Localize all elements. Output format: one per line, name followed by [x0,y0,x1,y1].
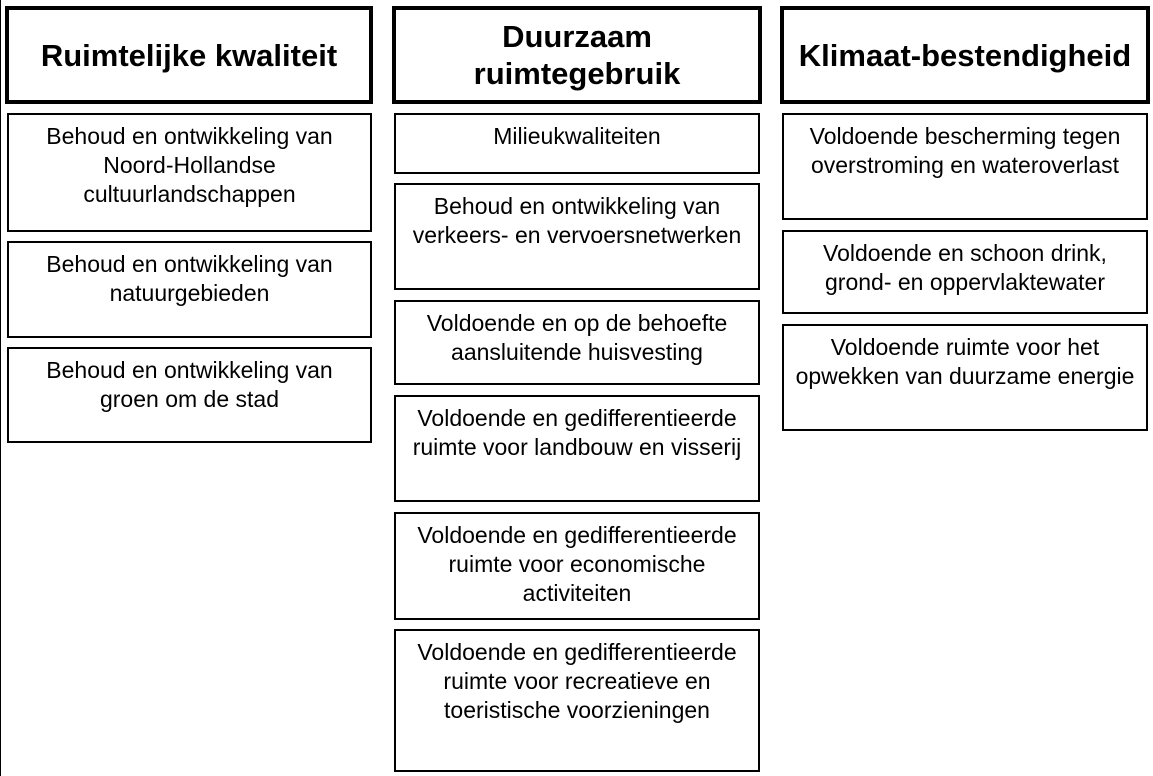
page-left-edge [0,0,1,776]
column-header-ruimtelijke-kwaliteit: Ruimtelijke kwaliteit [5,6,373,104]
item-groen-om-de-stad: Behoud en ontwikkeling van groen om de stad [7,347,372,443]
item-duurzame-energie: Voldoende ruimte voor het opwekken van duurzame energie [782,324,1148,431]
item-milieukwaliteiten: Milieukwaliteiten [394,113,760,174]
item-overstroming-wateroverlast: Voldoende bescherming tegen overstroming en wateroverlast [782,113,1148,220]
item-verkeersnetwerken: Behoud en ontwikkeling van verkeers- en vervoersnetwerken [394,183,760,290]
item-drink-grond-oppervlaktewater: Voldoende en schoon drink, grond- en oppervlaktewater [782,230,1148,314]
column-header-duurzaam-ruimtegebruik: Duurzaam ruimtegebruik [392,6,762,104]
item-huisvesting: Voldoende en op de behoefte aansluitende huisvesting [394,300,760,385]
item-recreatieve-voorzieningen: Voldoende en gedifferentieerde ruimte voor recreatieve en toeristische voorzieningen [394,629,760,772]
item-natuurgebieden: Behoud en ontwikkeling van natuurgebieden [7,241,372,338]
item-landbouw-visserij: Voldoende en gedifferentieerde ruimte voor landbouw en visserij [394,395,760,502]
column-header-klimaatbestendigheid: Klimaat-bestendigheid [780,6,1150,104]
item-cultuurlandschappen: Behoud en ontwikkeling van Noord-Hollandse cultuurlandschappen [7,113,372,232]
item-economische-activiteiten: Voldoende en gedifferentieerde ruimte voor economische activiteiten [394,512,760,620]
